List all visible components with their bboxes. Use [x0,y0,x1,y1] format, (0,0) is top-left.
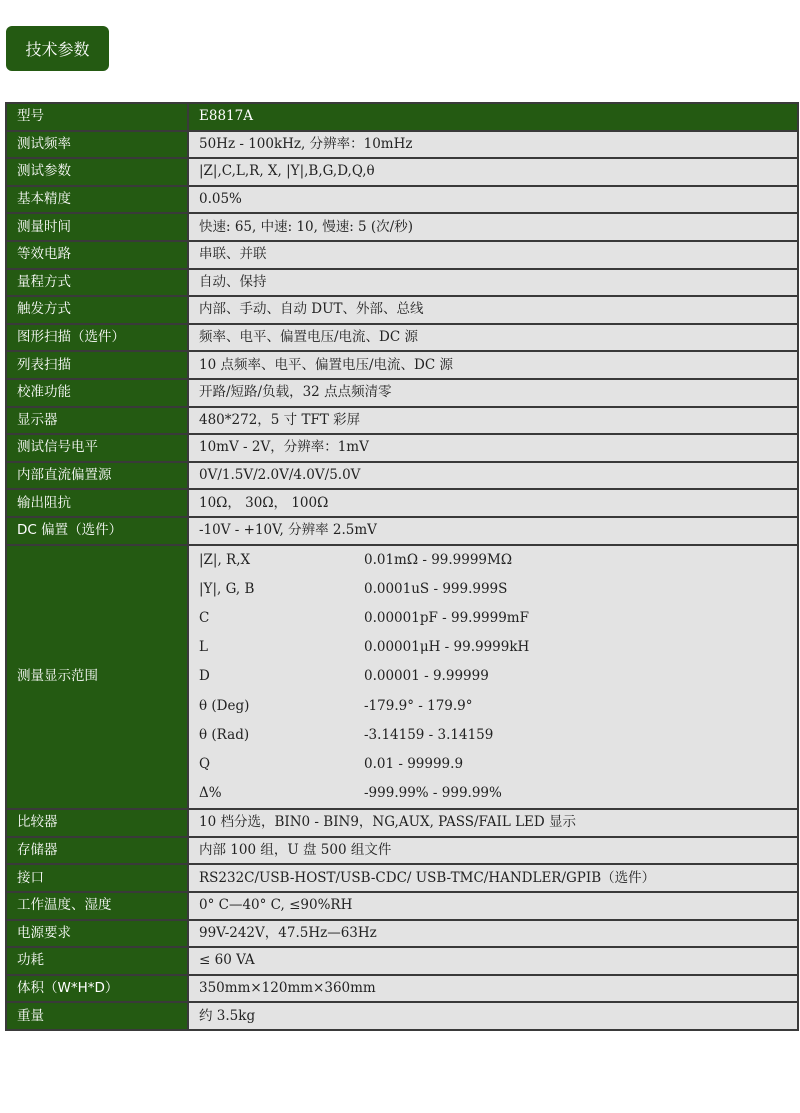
spec-key: 图形扫描（选件） [6,324,188,352]
range-item [199,633,787,662]
spec-key: 触发方式 [6,296,188,324]
spec-key: 重量 [6,1002,188,1030]
spec-row [6,837,798,865]
spec-row [6,158,798,186]
spec-key: 量程方式 [6,269,188,297]
spec-row [6,920,798,948]
spec-key: 测量显示范围 [6,545,188,810]
range-symbol: θ (Deg) [199,697,250,714]
spec-value: 0° C—40° C, ≤90%RH [188,892,798,920]
range-symbol: θ (Rad) [199,726,250,743]
spec-row [6,517,798,545]
range-item [199,750,787,779]
spec-key: 测试频率 [6,131,188,159]
spec-value: -10V - +10V, 分辨率 2.5mV [188,517,798,545]
spec-row [6,103,798,131]
range-item [199,546,787,575]
spec-value: ≤ 60 VA [188,947,798,975]
spec-row [6,434,798,462]
range-value: -179.9° - 179.9° [364,697,473,714]
range-value: -999.99% - 999.99% [364,785,502,802]
spec-value: 约 3.5kg [188,1002,798,1030]
spec-row [6,269,798,297]
range-symbol: |Y|, G, B [199,580,255,597]
spec-value: 10 点频率、电平、偏置电压/电流、DC 源 [188,351,798,379]
range-value: 0.00001 - 9.99999 [364,668,489,685]
spec-row [6,324,798,352]
spec-row [6,213,798,241]
spec-key: 接口 [6,864,188,892]
spec-value: RS232C/USB-HOST/USB-CDC/ USB-TMC/HANDLER/GPIB（选件） [188,864,798,892]
range-item [199,662,787,691]
spec-key: 显示器 [6,407,188,435]
spec-value: 99V-242V，47.5Hz—63Hz [188,920,798,948]
spec-key: 测量时间 [6,213,188,241]
spec-key: 工作温度、湿度 [6,892,188,920]
spec-row [6,892,798,920]
spec-row [6,1002,798,1030]
spec-value: |Z|,C,L,R, X, |Y|,B,G,D,Q,θ [188,158,798,186]
spec-row [6,241,798,269]
spec-value: 自动、保持 [188,269,798,297]
range-value: 0.01mΩ - 99.9999MΩ [364,551,513,568]
spec-value: 10 档分选，BIN0 - BIN9，NG,AUX, PASS/FAIL LED 显示 [188,809,798,837]
spec-row-measurement-range [6,545,798,810]
spec-value: 480*272，5 寸 TFT 彩屏 [188,407,798,435]
range-symbol: D [199,668,210,685]
range-value: 0.00001pF - 99.9999mF [364,609,529,626]
spec-value: 50Hz - 100kHz, 分辨率：10mHz [188,131,798,159]
spec-key: 输出阻抗 [6,489,188,517]
section-title-badge: 技术参数 [6,26,109,71]
range-value: 0.00001μH - 99.9999kH [364,639,530,656]
spec-key: 存储器 [6,837,188,865]
spec-key: 比较器 [6,809,188,837]
range-item [199,779,787,808]
spec-value: 0.05% [188,186,798,214]
range-symbol: |Z|, R,X [199,551,251,568]
spec-key: 体积（W*H*D） [6,975,188,1003]
spec-row [6,489,798,517]
spec-key: 列表扫描 [6,351,188,379]
spec-key: DC 偏置（选件） [6,517,188,545]
spec-row [6,131,798,159]
spec-key: 校准功能 [6,379,188,407]
spec-row [6,296,798,324]
spec-row [6,379,798,407]
spec-value: 10mV - 2V，分辨率：1mV [188,434,798,462]
range-list [188,545,798,810]
spec-row [6,975,798,1003]
spec-key: 功耗 [6,947,188,975]
range-item [199,575,787,604]
range-value: 0.0001uS - 999.999S [364,580,508,597]
range-value: -3.14159 - 3.14159 [364,726,494,743]
spec-row [6,462,798,490]
spec-value: E8817A [188,103,798,131]
range-symbol: Δ% [199,785,222,802]
spec-value: 0V/1.5V/2.0V/4.0V/5.0V [188,462,798,490]
spec-value: 内部、手动、自动 DUT、外部、总线 [188,296,798,324]
spec-key: 测试参数 [6,158,188,186]
range-symbol: L [199,639,208,656]
spec-key: 内部直流偏置源 [6,462,188,490]
spec-value: 频率、电平、偏置电压/电流、DC 源 [188,324,798,352]
spec-table [5,102,799,1031]
spec-key: 等效电路 [6,241,188,269]
spec-value: 10Ω， 30Ω， 100Ω [188,489,798,517]
spec-row [6,809,798,837]
spec-row [6,186,798,214]
spec-key: 测试信号电平 [6,434,188,462]
spec-value: 快速: 65, 中速: 10, 慢速: 5 (次/秒) [188,213,798,241]
spec-value: 内部 100 组，U 盘 500 组文件 [188,837,798,865]
spec-key: 型号 [6,103,188,131]
range-item [199,691,787,720]
range-symbol: Q [199,755,211,772]
range-symbol: C [199,609,210,626]
spec-row [6,864,798,892]
range-item [199,604,787,633]
spec-row [6,947,798,975]
spec-row [6,407,798,435]
range-item [199,721,787,750]
spec-value: 开路/短路/负载，32 点点频清零 [188,379,798,407]
spec-value: 串联、并联 [188,241,798,269]
spec-key: 电源要求 [6,920,188,948]
range-value: 0.01 - 99999.9 [364,755,464,772]
spec-row [6,351,798,379]
spec-value: 350mm×120mm×360mm [188,975,798,1003]
spec-key: 基本精度 [6,186,188,214]
